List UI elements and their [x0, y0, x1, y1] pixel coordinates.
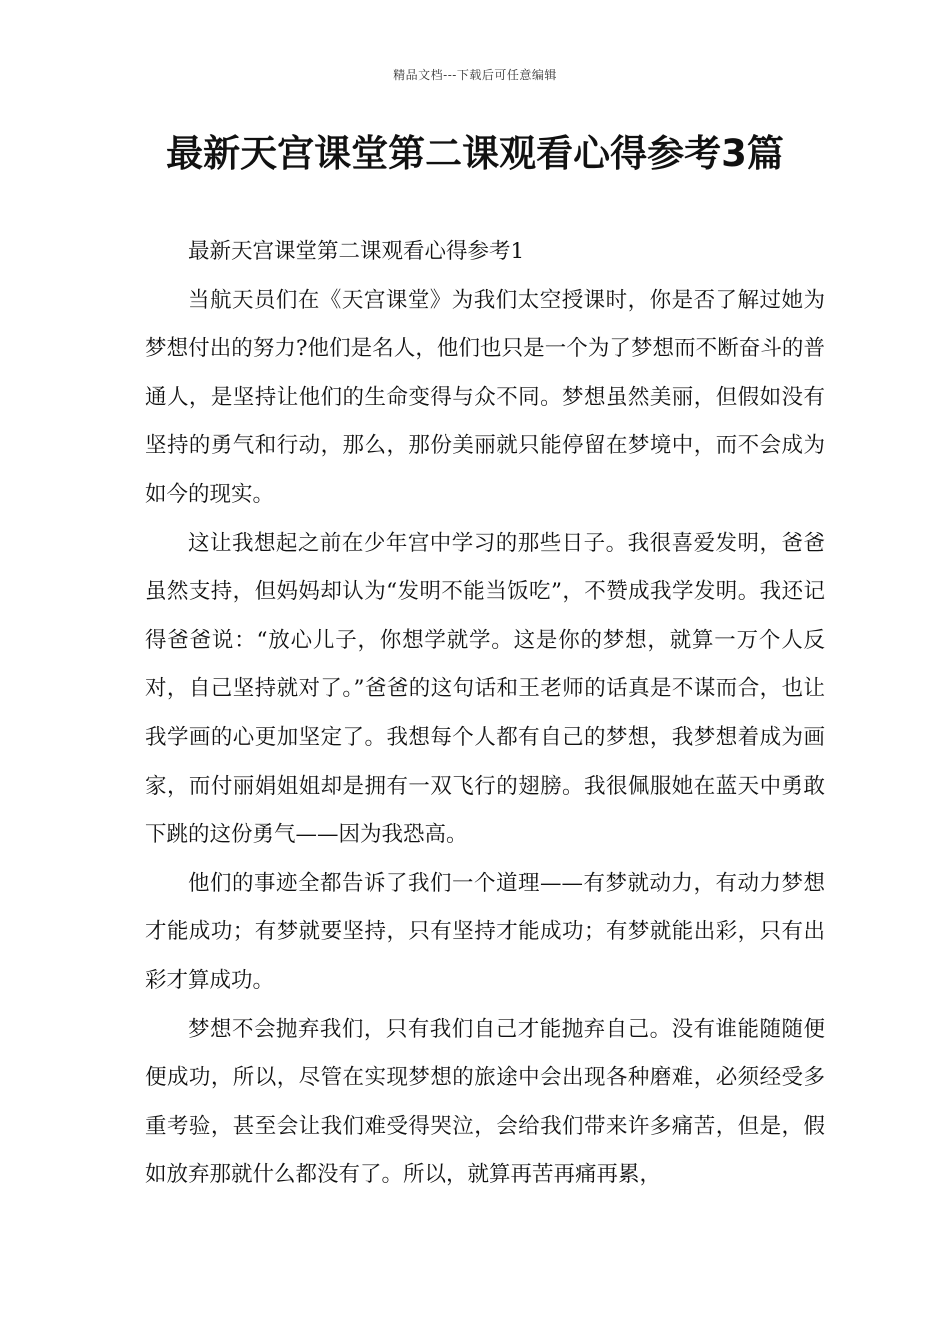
document-body — [145, 228, 825, 1200]
paragraph: 他们的事迹全都告诉了我们一个道理——有梦就动力，有动力梦想才能成功；有梦就要坚持，只有坚持才能成功；有梦就能出彩，只有出彩才算成功。 — [145, 870, 825, 993]
document-title: 最新天宫课堂第二课观看心得参考3篇 — [166, 132, 784, 175]
paragraph: 当航天员们在《天宫课堂》为我们太空授课时，你是否了解过她为梦想付出的努力?他们是名人，他们也只是一个为了梦想而不断奋斗的普通人，是坚持让他们的生命变得与众不同。梦想虽然美丽，但假如没有坚持的勇气和行动，那么，那份美丽就只能停留在梦境中，而不会成为如今的现实。 — [145, 287, 825, 507]
paragraph: 梦想不会抛弃我们，只有我们自己才能抛弃自己。没有谁能随随便便成功，所以，尽管在实现梦想的旅途中会出现各种磨难，必须经受多重考验，甚至会让我们难受得哭泣，会给我们带来许多痛苦，但是，假如放弃那就什么都没有了。所以，就算再苦再痛再累， — [145, 1016, 825, 1188]
paragraph: 这让我想起之前在少年宫中学习的那些日子。我很喜爱发明，爸爸虽然支持，但妈妈却认为“发明不能当饭吃”，不赞成我学发明。我还记得爸爸说：“放心儿子，你想学就学。这是你的梦想，就算一万个人反对，自己坚持就对了。”爸爸的这句话和王老师的话真是不谋而合，也让我学画的心更加坚定了。我想每个人都有自己的梦想，我梦想着成为画家，而付丽娟姐姐却是拥有一双飞行的翅膀。我很佩服她在蓝天中勇敢下跳的这份勇气——因为我恐高。 — [145, 530, 825, 848]
header-note: 精品文档---下载后可任意编辑 — [393, 68, 557, 82]
section-subtitle: 最新天宫课堂第二课观看心得参考1 — [188, 239, 525, 264]
